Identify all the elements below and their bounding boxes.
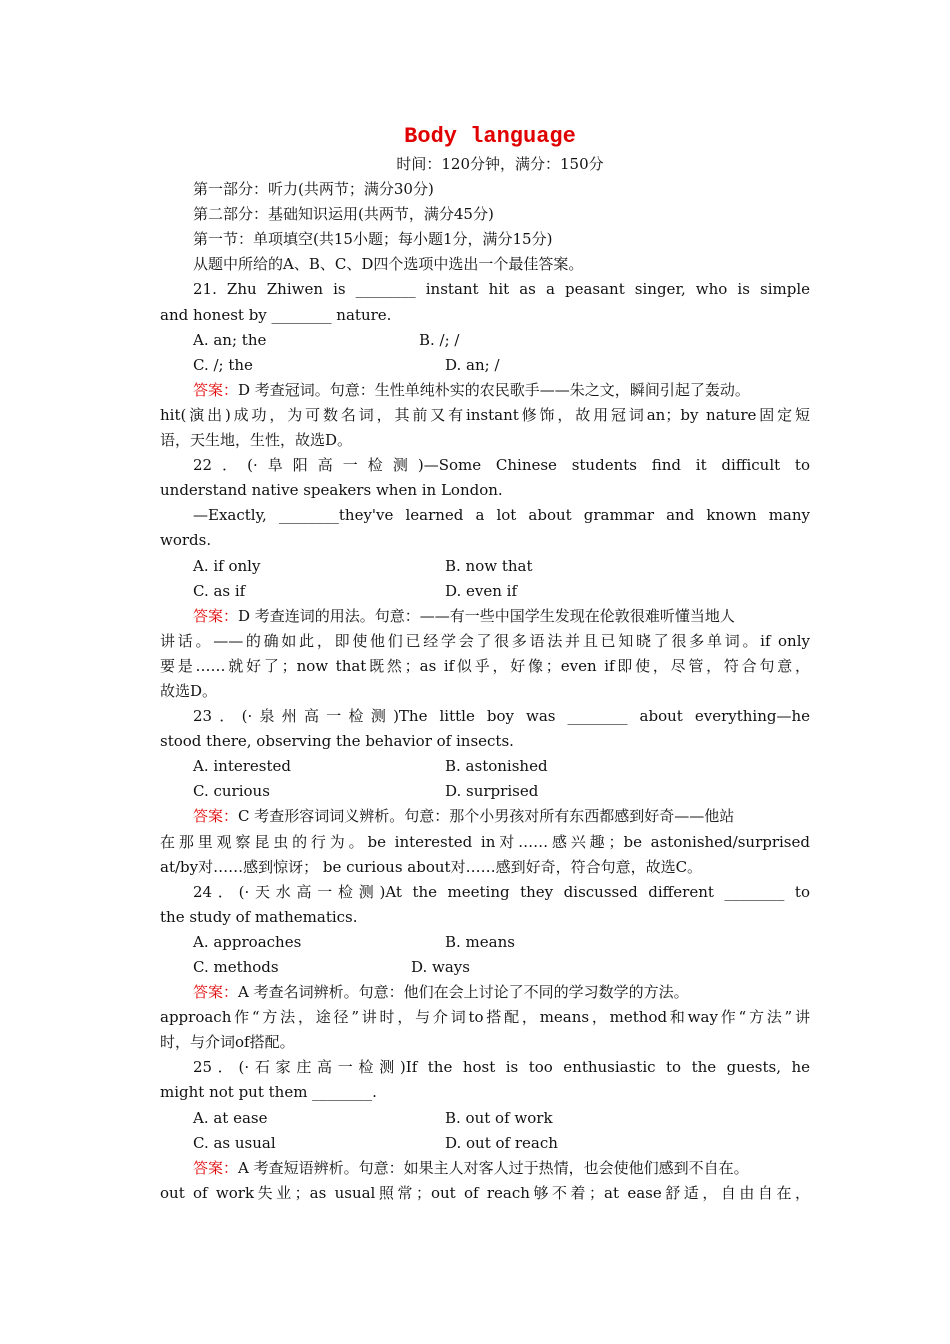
q21-options-cd — [160, 353, 810, 378]
q21-options-ab — [160, 328, 810, 353]
q23-option-a: A. interested — [193, 757, 291, 776]
q22-answer-line2: 讲话。——的确如此，即使他们已经学会了很多语法并且已知晓了很多单词。if only — [160, 631, 810, 650]
q24-answer-text: A 考查名词辨析。句意：他们在会上讨论了不同的学习数学的方法。 — [238, 983, 689, 1002]
q21-answer — [160, 378, 810, 403]
q23-answer — [160, 804, 810, 829]
answer-label: 答案： — [193, 1158, 239, 1177]
q24-answer-line2: approach作“方法，途径”讲时，与介词to搭配，means，method和way作“方法”讲 — [160, 1008, 810, 1027]
instruction: 从题中所给的A、B、C、D四个选项中选出一个最佳答案。 — [193, 255, 584, 274]
q24-answer — [160, 980, 810, 1005]
q21-option-a: A. an; the — [193, 330, 267, 349]
q24-line2: the study of mathematics. — [160, 907, 358, 926]
q22-line3: —Exactly, ________they've learned a lot about grammar and known many — [193, 506, 810, 525]
q21-option-c: C. /; the — [193, 355, 253, 374]
q22-line1: 22．(·阜阳高一检测)—Some Chinese students find it difficult to — [193, 456, 810, 475]
q22-line2: understand native speakers when in London. — [160, 481, 503, 500]
q22-answer-line3: 要是……就好了；now that既然；as if似乎，好像；even if即使，尽管，符合句意， — [160, 656, 810, 675]
q22-answer-line4: 故选D。 — [160, 681, 218, 700]
q21-line2: and honest by ________ nature. — [160, 305, 392, 324]
q22-line4: words. — [160, 531, 212, 550]
q22-answer — [160, 604, 810, 629]
q22-options-cd — [160, 579, 810, 604]
q25-answer — [160, 1156, 810, 1181]
q23-option-b: B. astonished — [445, 757, 548, 776]
q25-option-b: B. out of work — [445, 1108, 553, 1127]
q23-options-cd — [160, 779, 810, 804]
q21-option-b: B. /; / — [419, 330, 460, 349]
q21-answer-line2: hit(演出)成功，为可数名词，其前又有instant修饰，故用冠词an；by nature固定短 — [160, 405, 810, 424]
q24-answer-line3: 时，与介词of搭配。 — [160, 1033, 295, 1052]
q25-option-d: D. out of reach — [445, 1133, 558, 1152]
q23-option-d: D. surprised — [445, 782, 539, 801]
q24-option-b: B. means — [445, 932, 515, 951]
document-title: Body language — [404, 124, 576, 149]
q21-option-d: D. an; / — [445, 355, 500, 374]
q25-options-cd — [160, 1131, 810, 1156]
section1-heading: 第一节：单项填空(共15小题；每小题1分，满分15分) — [193, 230, 553, 249]
q22-option-b: B. now that — [445, 556, 533, 575]
answer-label: 答案： — [193, 983, 239, 1002]
time-score: 时间：120分钟，满分：150分 — [396, 155, 604, 173]
answer-label: 答案： — [193, 606, 239, 625]
q23-answer-line3: at/by对……感到惊讶； be curious about对……感到好奇，符合句意，故选C。 — [160, 857, 703, 876]
q23-answer-line2: 在那里观察昆虫的行为。be interested in对……感兴趣；be astonished/surprised — [160, 832, 810, 851]
q22-option-a: A. if only — [193, 556, 261, 575]
q25-options-ab — [160, 1106, 810, 1131]
document-page — [160, 122, 810, 1206]
q23-options-ab — [160, 754, 810, 779]
q24-option-c: C. methods — [193, 958, 279, 976]
q21-answer-line3: 语，天生地，生性，故选D。 — [160, 431, 353, 450]
q22-answer-text: D 考查连词的用法。句意：——有一些中国学生发现在伦敦很难听懂当地人 — [238, 606, 735, 625]
q25-answer-line2: out of work失业；as usual照常；out of reach够不着；at ease舒适，自由自在， — [160, 1183, 810, 1202]
q23-line2: stood there, observing the behavior of insects. — [160, 732, 514, 751]
q25-option-a: A. at ease — [193, 1108, 268, 1127]
q23-option-c: C. curious — [193, 782, 270, 801]
q25-answer-text: A 考查短语辨析。句意：如果主人对客人过于热情，也会使他们感到不自在。 — [238, 1158, 749, 1177]
q22-options-ab — [160, 554, 810, 579]
q24-options-ab — [160, 930, 810, 955]
q24-line1: 24．(·天水高一检测)At the meeting they discussed different ________ to — [193, 882, 810, 901]
q24-option-a: A. approaches — [193, 932, 302, 951]
part2-heading: 第二部分：基础知识运用(共两节，满分45分) — [193, 205, 494, 224]
q25-line1: 25．(·石家庄高一检测)If the host is too enthusiastic to the guests, he — [193, 1058, 810, 1077]
part1-heading: 第一部分：听力(共两节；满分30分) — [193, 180, 434, 199]
q25-line2: might not put them ________. — [160, 1083, 377, 1102]
answer-label: 答案： — [193, 807, 239, 826]
q24-option-d: D. ways — [411, 958, 470, 976]
q23-line1: 23．(·泉州高一检测)The little boy was ________ about everything—he — [193, 707, 810, 726]
q24-options-cd — [160, 955, 810, 980]
q25-option-c: C. as usual — [193, 1133, 276, 1152]
q23-answer-text: C 考查形容词词义辨析。句意：那个小男孩对所有东西都感到好奇——他站 — [238, 807, 735, 826]
q22-option-d: D. even if — [445, 581, 518, 600]
answer-label: 答案： — [193, 380, 239, 399]
q22-option-c: C. as if — [193, 581, 246, 600]
q21-line1: 21. Zhu Zhiwen is ________ instant hit as a peasant singer, who is simple — [193, 280, 810, 299]
q21-answer-text: D 考查冠词。句意：生性单纯朴实的农民歌手——朱之文，瞬间引起了轰动。 — [238, 380, 750, 399]
